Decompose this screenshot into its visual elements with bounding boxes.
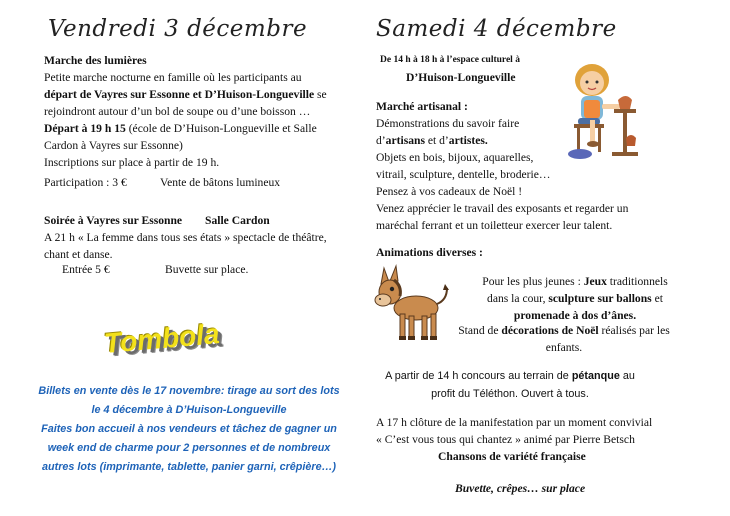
tombola-line: Faites bon accueil à nos vendeurs et tâchez de gagner un	[41, 423, 337, 435]
cloture-line2: « C’est vous tous qui chantez » animé par Pierre Betsch	[376, 433, 635, 446]
cloture-block	[376, 414, 716, 465]
marche-line4-tail: (école de D’Huison-Longueville et Salle	[125, 122, 317, 135]
artisanal-line6: Venez apprécier le travail des exposants et regarder un	[376, 202, 629, 215]
marche-depart-places: départ de Vayres sur Essonne et D’Huison-Longueville	[44, 88, 315, 101]
animations-line2	[460, 290, 690, 307]
petanque-line2: profit du Téléthon. Ouvert à tous.	[431, 388, 589, 400]
petanque-word: pétanque	[571, 370, 620, 382]
marche-line4	[44, 120, 354, 137]
artisanal-line3: Objets en bois, bijoux, aquarelles,	[376, 151, 534, 164]
marche-line2-tail: se	[314, 88, 327, 101]
intro-location: D’Huison-Longueville	[406, 71, 516, 84]
animations-block	[460, 273, 690, 324]
artisanal-line5: Pensez à vos cadeaux de Noël !	[376, 185, 523, 198]
marche-artisanal-heading: Marché artisanal :	[376, 100, 468, 113]
promenade-anes: promenade à dos d’ânes.	[513, 309, 637, 322]
tombola-info	[34, 382, 344, 477]
tombola-line: autres lots (imprimante, tablette, panier garni, crêpière…)	[42, 461, 336, 473]
soiree-line1: A 21 h « La femme dans tous ses états » spectacle de théâtre,	[44, 231, 327, 244]
decorations-noel: décorations de Noël	[501, 324, 599, 337]
tombola-line: Billets en vente dès le 17 novembre: tirage au sort des lots	[38, 385, 340, 397]
artisanal-prefix: d’	[376, 134, 386, 147]
sculpture-ballons: sculpture sur ballons	[548, 292, 652, 305]
jeux-word: Jeux	[583, 275, 607, 288]
animations-line2-a: dans la cour,	[487, 292, 549, 305]
stand-line2: enfants.	[545, 341, 583, 354]
donkey-icon	[372, 262, 452, 344]
animations-line1	[460, 273, 690, 290]
friday-title: Vendredi 3 décembre	[48, 16, 308, 42]
participation-text: Participation : 3 €	[44, 176, 127, 189]
stand-prefix: Stand de	[458, 324, 502, 337]
soiree-line2: chant et danse.	[44, 248, 113, 261]
chansons-line: Chansons de variété française	[438, 450, 586, 463]
marche-depart-time: Départ à 19 h 15	[44, 122, 126, 135]
soiree-block	[44, 229, 354, 263]
soiree-venue: Salle Cardon	[205, 214, 270, 227]
petanque-suffix: au	[619, 370, 635, 382]
artistes-word: artistes.	[448, 134, 488, 147]
artisanal-line1: Démonstrations du savoir faire	[376, 117, 520, 130]
marche-line5: Cardon à Vayres sur Essonne)	[44, 139, 183, 152]
tombola-line: week end de charme pour 2 personnes et de nombreux	[47, 442, 331, 454]
tombola-title: Tombola	[102, 318, 221, 359]
animations-line1-a: Pour les plus jeunes :	[482, 275, 584, 288]
intro-line1: De 14 h à 18 h à l’espace culturel à	[380, 55, 520, 65]
tombola-line: le 4 décembre à D’Huison-Longueville	[91, 404, 287, 416]
animations-heading: Animations diverses :	[376, 246, 483, 259]
stand-block	[446, 322, 682, 356]
cloture-line1: A 17 h clôture de la manifestation par un moment convivial	[376, 416, 653, 429]
vente-batons-text: Vente de bâtons lumineux	[160, 176, 281, 189]
stand-suffix: réalisés par les	[598, 324, 670, 337]
marche-line3: rejoindront autour d’un bol de soupe ou d’une boisson …	[44, 105, 311, 118]
stand-line1	[446, 322, 682, 339]
animations-line1-c: traditionnels	[606, 275, 668, 288]
soiree-heading: Soirée à Vayres sur Essonne	[44, 214, 183, 227]
artisanal-line4: vitrail, sculpture, dentelle, broderie…	[376, 168, 551, 181]
marche-line1: Petite marche nocturne en famille où les participants au	[44, 71, 302, 84]
petanque-block	[372, 367, 648, 403]
petanque-prefix: A partir de 14 h concours au terrain de	[385, 370, 572, 382]
buvette-text: Buvette sur place.	[165, 263, 249, 276]
marche-artisanal-block	[376, 98, 716, 234]
artisanal-and: et d’	[424, 134, 449, 147]
entree-price: Entrée 5 €	[62, 263, 110, 276]
footer-buvette: Buvette, crêpes… sur place	[455, 482, 586, 495]
animations-line2-c: et	[651, 292, 663, 305]
marche-line2	[44, 86, 354, 103]
artisanal-line7: maréchal ferrant et un toiletteur exercer leur talent.	[376, 219, 613, 232]
marche-line6: Inscriptions sur place à partir de 19 h.	[44, 156, 220, 169]
petanque-line1	[372, 367, 648, 385]
artisans-word: artisans	[385, 134, 425, 147]
saturday-title: Samedi 4 décembre	[376, 16, 617, 42]
marche-lumieres-block	[44, 52, 354, 171]
marche-heading: Marche des lumières	[44, 54, 147, 67]
artisanal-line2	[376, 132, 716, 149]
